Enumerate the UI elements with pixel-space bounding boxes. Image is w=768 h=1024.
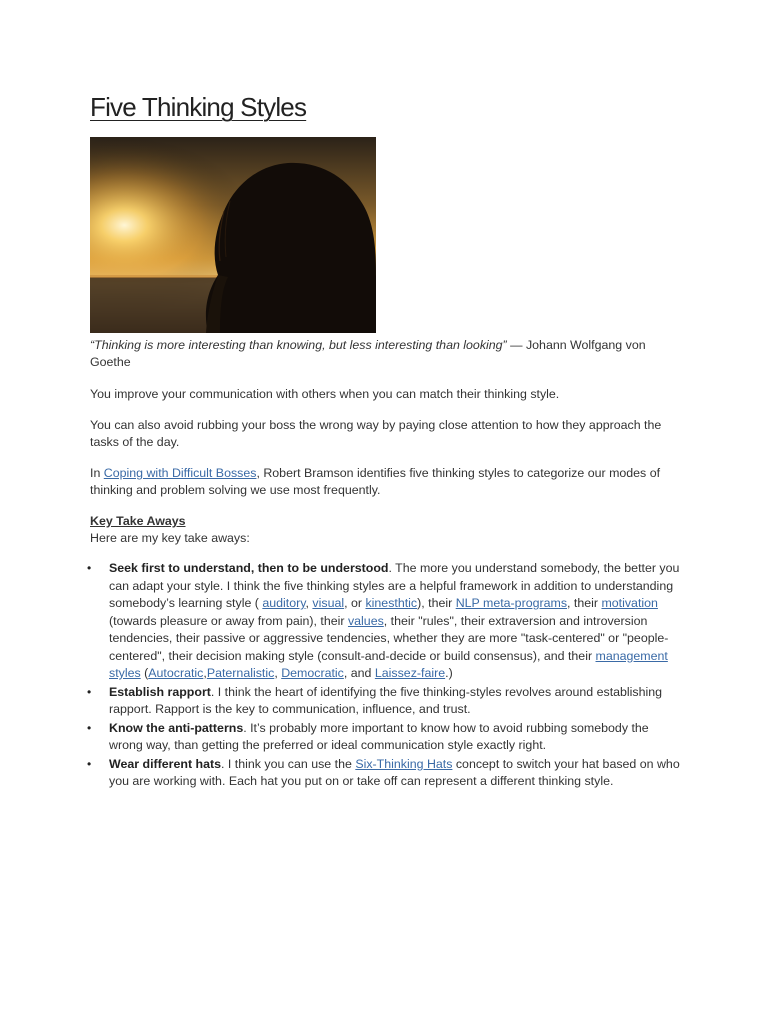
paragraph-2: You can also avoid rubbing your boss the wrong way by paying close attention to how they approach the tasks of the day. <box>90 418 662 449</box>
takeaways-list <box>90 560 680 791</box>
paternalistic-link[interactable]: Paternalistic <box>206 666 275 680</box>
key-takeaways-heading: Key Take Aways <box>90 514 186 528</box>
list-item: • Seek first to understand, then to be understood. The more you understand somebody, the better you can adapt your style. I think the five thinking styles are a helpful framework in addition to understanding somebody’s learning style ( auditory, visual, or kinesthtic), their NLP meta-programs, their motivation (towards pleasure or away from pain), their values, their "rules", their extraversion and introversion tendencies, their passive or aggressive tendencies, whether they are more "task-centered" or "people-centered", their decision making style (consult-and-decide or build consensus), and their management styles (Autocratic,Paternalistic, Democratic, and Laissez-faire.) <box>90 560 680 683</box>
kinesthtic-link[interactable]: kinesthtic <box>365 596 418 610</box>
list-item: • Know the anti-patterns. It’s probably more important to know how to avoid rubbing somebody the wrong way, than getting the preferred or ideal communication style exactly right. <box>90 720 680 755</box>
six-thinking-hats-link[interactable]: Six-Thinking Hats <box>355 756 453 771</box>
quote-attribution: — Johann Wolfgang von Goethe <box>90 338 646 369</box>
democratic-link[interactable]: Democratic <box>281 666 344 680</box>
laissez-faire-link[interactable]: Laissez-faire <box>374 666 446 680</box>
paragraph-3: In Coping with Difficult Bosses, Robert Bramson identifies five thinking styles to categorize our modes of thinking and problem solving we use most frequently. <box>90 466 661 497</box>
header-photo <box>90 137 376 333</box>
motivation-link[interactable]: motivation <box>601 596 658 610</box>
autocratic-link[interactable]: Autocratic <box>148 666 204 680</box>
key-takeaways-intro: Here are my key take aways: <box>90 531 250 545</box>
quote-text: “Thinking is more interesting than knowing, but less interesting than looking” <box>90 338 507 352</box>
management-styles-link[interactable]: management styles <box>109 648 668 680</box>
nlp-meta-programs-link[interactable]: NLP meta-programs <box>455 596 568 610</box>
list-item: • Wear different hats. I think you can use the Six-Thinking Hats concept to switch your hat based on who you are working with. Each hat you put on or take off can represent a different thinking style. <box>90 756 680 791</box>
paragraph-1: You improve your communication with others when you can match their thinking style. <box>90 387 560 401</box>
document-body <box>90 92 680 792</box>
values-link[interactable]: values <box>347 613 384 628</box>
silhouette-photo-icon <box>90 137 376 333</box>
coping-with-difficult-bosses-link[interactable]: Coping with Difficult Bosses <box>103 466 257 480</box>
quote <box>90 337 680 371</box>
visual-link[interactable]: visual <box>312 596 345 610</box>
list-item: • Establish rapport. I think the heart of identifying the five thinking-styles revolves around establishing rapport. Rapport is the key to communication, influence, and trust. <box>90 684 680 719</box>
auditory-link[interactable]: auditory <box>262 596 306 610</box>
page-title: Five Thinking Styles <box>90 92 307 122</box>
